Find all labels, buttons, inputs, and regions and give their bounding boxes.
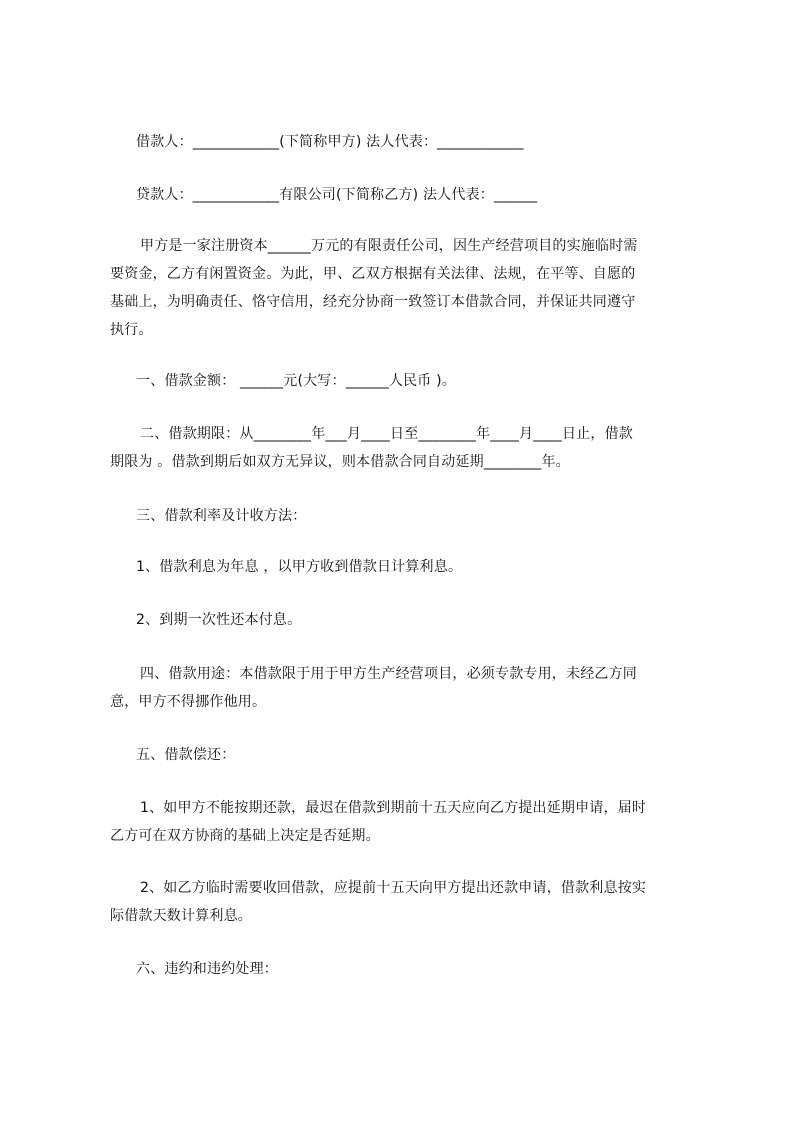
section-6-heading: 六、违约和违约处理： xyxy=(136,961,278,977)
section-4-line-2: 意，甲方不得挪作他用。 xyxy=(110,694,267,710)
section-3-item-1: 1、借款利息为年息 ，以甲方收到借款日计算利息。 xyxy=(136,559,463,575)
section-4-line-1: 四、借款用途：本借款限于用于甲方生产经营项目，必须专款专用，未经乙方同 xyxy=(140,666,637,682)
borrower-line: 借款人：____________(下简称甲方) 法人代表：____________ xyxy=(136,134,524,150)
section-1-amount: 一、借款金额： ______元(大写：______人民币 )。 xyxy=(136,373,457,389)
section-2-line-1: 二、借款期限：从________年___月____日至________年____月____日止，借款 xyxy=(140,426,633,442)
section-5-item-1-line-2: 乙方可在双方协商的基础上决定是否延期。 xyxy=(110,828,380,844)
preamble-line-4: 执行。 xyxy=(110,322,153,338)
section-3-item-2: 2、到期一次性还本付息。 xyxy=(136,612,302,628)
section-5-heading: 五、借款偿还： xyxy=(136,747,236,763)
section-2-line-2: 期限为 。借款到期后如双方无异议，则本借款合同自动延期________年。 xyxy=(110,454,570,470)
preamble-line-2: 要资金，乙方有闲置资金。为此，甲、乙双方根据有关法律、法规，在平等、自愿的 xyxy=(110,266,636,282)
section-5-item-2-line-1: 2、如乙方临时需要收回借款，应提前十五天向甲方提出还款申请，借款利息按实 xyxy=(140,880,647,896)
lender-line: 贷款人：____________有限公司(下简称乙方) 法人代表：______ xyxy=(136,187,538,203)
section-5-item-1-line-1: 1、如甲方不能按期还款，最迟在借款到期前十五天应向乙方提出延期申请，届时 xyxy=(140,800,647,816)
section-5-item-2-line-2: 际借款天数计算利息。 xyxy=(110,908,252,924)
preamble-line-3: 基础上，为明确责任、恪守信用，经充分协商一致签订本借款合同，并保证共同遵守 xyxy=(110,294,636,310)
preamble-line-1: 甲方是一家注册资本______万元的有限责任公司，因生产经营项目的实施临时需 xyxy=(140,238,638,254)
section-3-heading: 三、借款利率及计收方法： xyxy=(136,508,307,524)
